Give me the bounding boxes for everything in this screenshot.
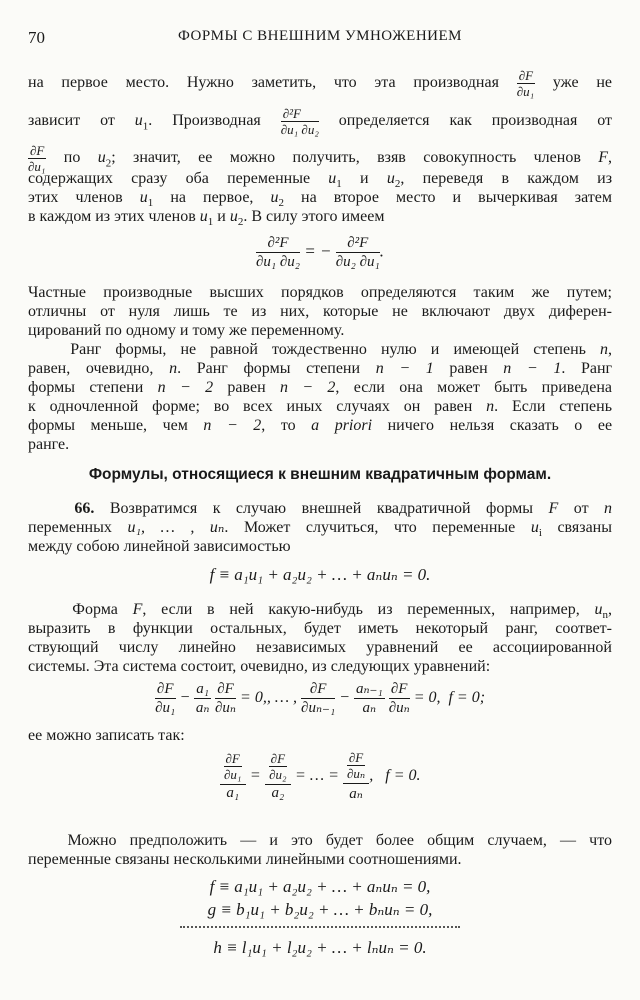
text-line: выразить в функции остальных, будет иметь некоторый ранг, соответ- (28, 620, 612, 637)
text-line: ее можно записать так: (28, 727, 185, 744)
text-line: Ранг формы, не равной тождественно нулю и имеющей степень n, (70, 341, 613, 358)
text-line: формы степени n − 2 равен n − 2, если она может быть приведена (28, 379, 613, 396)
text-line: формы меньше, чем n − 2, то a priori ничего нельзя сказать о ее (28, 417, 613, 434)
text-line: между собою линейной зависимостью (28, 538, 291, 555)
text-line: ранге. (28, 436, 70, 453)
running-title: ФОРМЫ С ВНЕШНИМ УМНОЖЕНИЕМ (177, 28, 463, 44)
page-number: 70 (28, 28, 45, 47)
text-line: этих членов $u_1$ на первое, $u_2$ на второе место и вычеркивая затем (28, 189, 613, 210)
text-line: равен, очевидно, n. Ранг формы степени n − 1 равен n − 1. Ранг (28, 360, 613, 377)
equation-mixed-partials: $\frac{\text{∂²F}}{\text{∂u₁ ∂u₂}}$ = − $\frac{\text{∂²F}}{\text{∂u₂ ∂u₁}}$ . (256, 235, 384, 270)
text-line: отличны от нуля лишь те из них, которые не включают двух диферен- (28, 303, 612, 320)
text-line: Можно предположить — и это будет более общим случаем, — что (67, 832, 613, 849)
equation-system-g: g ≡ b₁u₁ + b₂u₂ + … + bₙuₙ = 0, (207, 900, 433, 919)
text-line: в каждом из этих членов $u_1$ и $u_2$. В силу этого имеем (28, 208, 385, 229)
fraction-d2F-du1du2: $\frac{\text{∂²F}}{\text{∂u₁ ∂u₂}}$ (280, 106, 319, 137)
equation-system-f: f ≡ a₁u₁ + a₂u₂ + … + aₙuₙ = 0, (209, 877, 431, 896)
text-line: к одночленной форме; во всех иных случаях он равен n. Если степень (28, 398, 612, 415)
text-line: Частные производные высших порядков определяются таким же путем; (28, 284, 612, 301)
text-line: переменных u₁, … , uₙ. Может случиться, что переменные $u_i$ связаны (28, 519, 612, 540)
text-line: переменные связаны несколькими линейными соотношениями. (28, 851, 462, 868)
text-line: 66. Возвратимся к случаю внешней квадратичной формы F от n (74, 500, 613, 517)
equation-linear-dependence: f ≡ a₁u₁ + a₂u₂ + … + aₙuₙ = 0. (209, 565, 431, 584)
section-heading: Формулы, относящиеся к внешним квадратичным формам. (88, 466, 552, 483)
equation-system-h: h ≡ l₁u₁ + l₂u₂ + … + lₙuₙ = 0. (213, 938, 427, 957)
text-line: на первое место. Нужно заметить, что эта производная $\frac{\partial F}{\text{∂u₁}}$ уже не (28, 68, 613, 99)
text-line: ствующий числу линейно независимых уравнений ее ассоциированной (28, 639, 612, 656)
text-line: зависит от $u_1$. Производная $\frac{\text{∂²F}}{\text{∂u₁ ∂u₂}}$ определяется как производная от (28, 106, 613, 137)
fraction-dF-du1: $\frac{\partial F}{\text{∂u₁}}$ (28, 143, 46, 174)
section-number: 66. (74, 500, 95, 517)
fraction-dF-du1: $\frac{\partial F}{\text{∂u₁}}$ (516, 68, 535, 99)
text-line: $\frac{\partial F}{\text{∂u₁}}$ по $u_2$; значит, ее можно получить, взяв совокупность членов F, (28, 143, 613, 174)
page-header (28, 28, 612, 50)
text-line: цирований по одному и тому же переменному. (28, 322, 345, 339)
text-line: содержащих сразу оба переменные $u_1$ и $u_2$, переведя в каждом из (28, 170, 613, 191)
text-line: Форма F, если в ней какую-нибудь из переменных, например, $u_n$, (72, 601, 613, 622)
equation-ratios: $\frac{\frac{\partial F}{\text{∂u₁}}}{\text{a₁}}$ = $\frac{\frac{\partial F}{\text{∂u₂}}}{\text{a₂}}$ = … = $\frac{\frac{\partial F}{\text{∂uₙ}}}{\text{aₙ}}$ , f = 0. (28, 750, 612, 803)
text-line: системы. Эта система состоит, очевидно, из следующих уравнений: (28, 658, 491, 675)
dotted-separator (180, 926, 460, 928)
equation-associated-system: $\frac{\partial F}{\text{∂u₁}}$ − $\frac{\text{a₁}}{\text{aₙ}}$ $\frac{\partial F}{\text{∂uₙ}}$ = 0,, … , $\frac{\partial F}{\text{∂uₙ₋₁}}$ − $\frac{\text{aₙ₋₁}}{\text{aₙ}}$ $\frac{\partial F}{\text{∂uₙ}}$ = 0, f = 0; (155, 681, 486, 716)
